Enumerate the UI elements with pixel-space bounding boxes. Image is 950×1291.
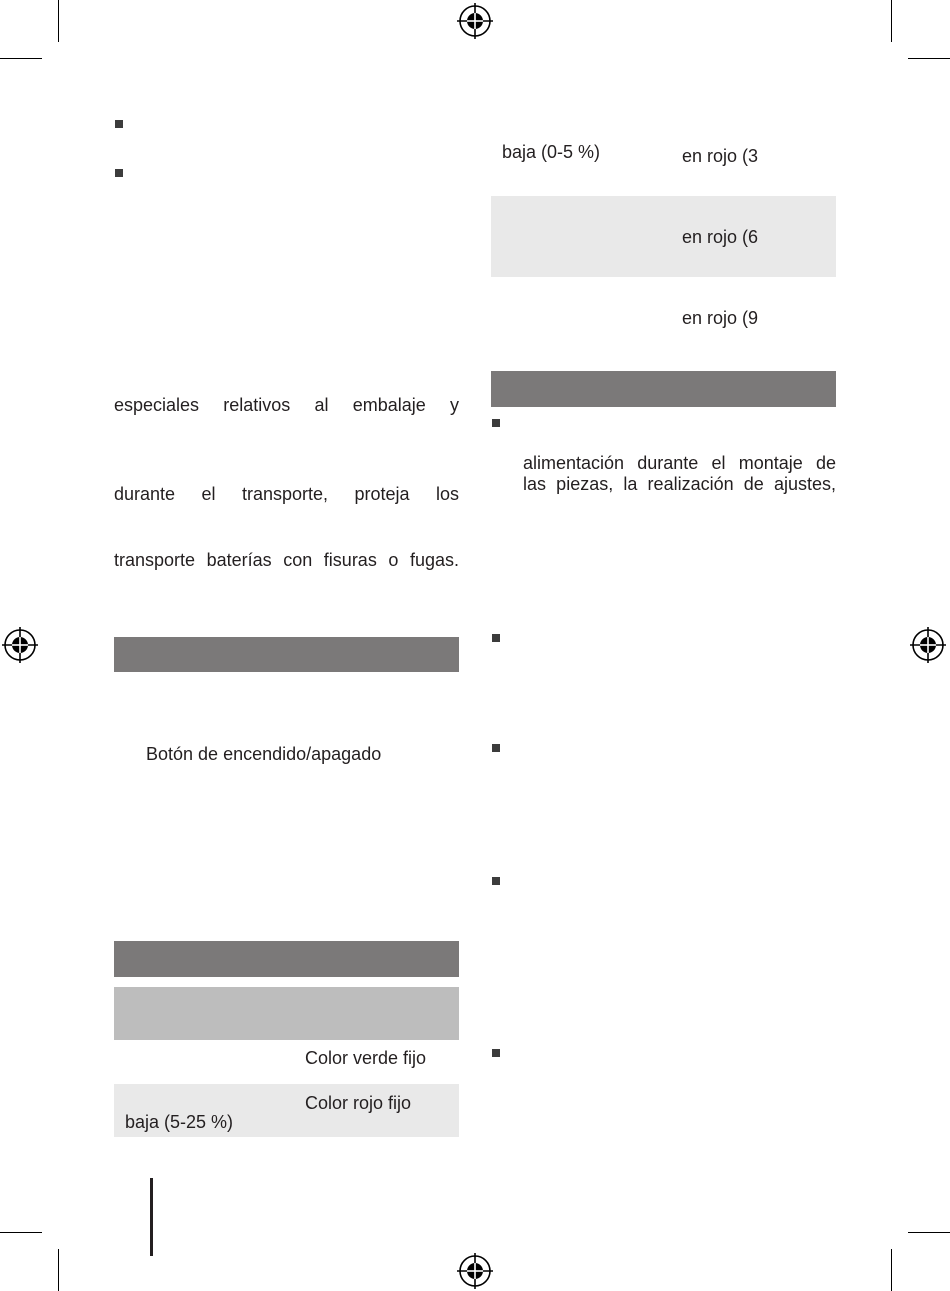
table-cell-label: baja (0-5 %) [502, 142, 601, 162]
crop-mark-bottom-left-vertical [58, 1249, 59, 1291]
section-header-bar [114, 941, 459, 977]
registration-mark-icon [2, 627, 38, 663]
registration-mark-icon [910, 627, 946, 663]
table-header [114, 987, 459, 1040]
table-cell-indicator: en rojo (6 [682, 227, 759, 247]
section-header-bar [114, 637, 459, 672]
crop-mark-top-right-vertical [891, 0, 892, 42]
square-bullet-icon [115, 120, 123, 128]
crop-mark-top-left-vertical [58, 0, 59, 42]
crop-mark-top-left-horizontal [0, 58, 42, 59]
paragraph-maintenance-line-2: las piezas, la realización de ajustes, [523, 474, 836, 494]
crop-mark-bottom-left-horizontal [0, 1232, 42, 1233]
page-margin-rule [150, 1178, 153, 1256]
crop-mark-top-right-horizontal [908, 58, 950, 59]
square-bullet-icon [492, 419, 500, 427]
square-bullet-icon [492, 877, 500, 885]
table-cell-indicator: en rojo (9 [682, 308, 759, 328]
square-bullet-icon [115, 169, 123, 177]
paragraph-packaging: especiales relativos al embalaje y [114, 395, 459, 415]
paragraph-maintenance-line-1: alimentación durante el montaje de [523, 453, 836, 473]
paragraph-transport: durante el transporte, proteja los [114, 484, 459, 504]
table-cell-indicator: Color rojo fijo [305, 1093, 412, 1113]
table-row [491, 196, 836, 277]
table-cell-indicator: en rojo (3 [682, 146, 759, 166]
registration-mark-icon [457, 3, 493, 39]
crop-mark-bottom-right-horizontal [908, 1232, 950, 1233]
table-cell-indicator: Color verde fijo [305, 1048, 427, 1068]
crop-mark-bottom-right-vertical [891, 1249, 892, 1291]
control-label-power-button: Botón de encendido/apagado [146, 744, 382, 764]
square-bullet-icon [492, 744, 500, 752]
table-cell-label: baja (5-25 %) [125, 1112, 234, 1132]
square-bullet-icon [492, 1049, 500, 1057]
square-bullet-icon [492, 634, 500, 642]
section-header-bar [491, 371, 836, 407]
registration-mark-icon [457, 1253, 493, 1289]
table-row [114, 1084, 459, 1137]
paragraph-damaged-batteries: transporte baterías con fisuras o fugas. [114, 550, 459, 570]
